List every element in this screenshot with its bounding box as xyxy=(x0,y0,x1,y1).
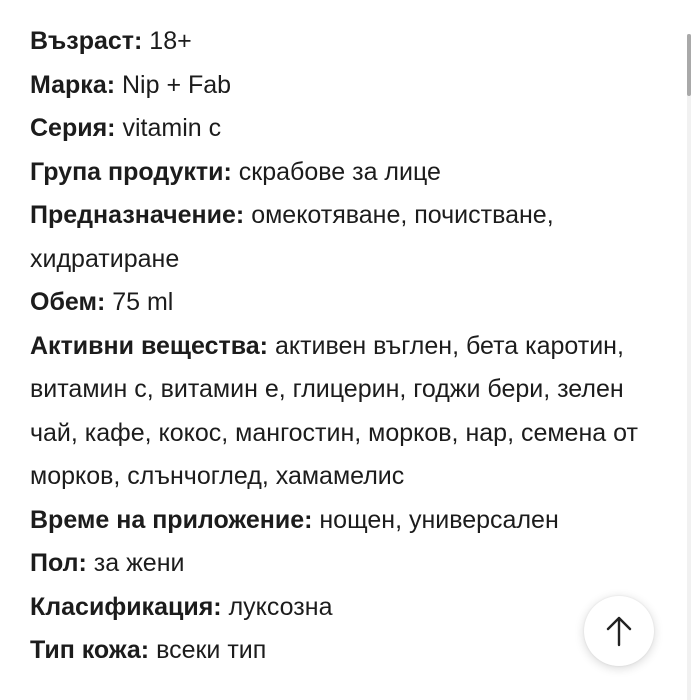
spec-value: 18+ xyxy=(142,27,192,55)
scrollbar-track[interactable] xyxy=(687,34,691,700)
spec-row-purpose xyxy=(30,194,650,281)
spec-value: за жени xyxy=(86,549,185,577)
spec-label: Класификация: xyxy=(30,592,222,621)
spec-row-classification xyxy=(30,586,650,630)
spec-value: Nip + Fab xyxy=(115,70,232,99)
product-specs xyxy=(30,20,650,673)
spec-row-series xyxy=(30,107,650,151)
spec-label: Пол: xyxy=(30,549,87,577)
spec-label: Група продукти: xyxy=(30,157,232,186)
spec-row-product-group xyxy=(30,151,650,195)
spec-label: Обем: xyxy=(30,288,106,316)
spec-row-active-ingredients xyxy=(30,325,650,499)
spec-value: 75 ml xyxy=(105,288,174,316)
spec-value: vitamin c xyxy=(115,114,222,142)
spec-row-skin-type xyxy=(30,629,650,673)
scrollbar-thumb[interactable] xyxy=(687,34,691,96)
spec-value: нощен, универсален xyxy=(312,505,559,534)
spec-row-age xyxy=(30,20,650,64)
spec-value: скрабове за лице xyxy=(231,157,441,186)
scroll-to-top-button[interactable] xyxy=(584,596,654,666)
spec-label: Серия: xyxy=(30,114,116,142)
spec-value: активен въглен, бета каротин, витамин с, витамин е, глицерин, годжи бери, зелен чай, кафе, кокос, мангостин, морков, нар, семена от морков, слънчоглед, хамамелис xyxy=(30,331,638,490)
spec-value: всеки тип xyxy=(149,636,267,664)
arrow-up-icon xyxy=(604,615,634,647)
spec-row-brand xyxy=(30,64,650,108)
spec-label: Активни вещества: xyxy=(30,331,268,360)
spec-label: Възраст: xyxy=(30,27,143,55)
spec-label: Предназначение: xyxy=(30,201,245,229)
spec-row-volume xyxy=(30,281,650,325)
spec-label: Време на приложение: xyxy=(30,505,313,534)
spec-label: Марка: xyxy=(30,70,116,99)
spec-row-application-time xyxy=(30,499,650,543)
spec-value: омекотяване, почистване, хидратиране xyxy=(30,201,554,273)
spec-label: Тип кожа: xyxy=(30,636,150,664)
spec-value: луксозна xyxy=(221,592,333,621)
spec-row-gender xyxy=(30,542,650,586)
